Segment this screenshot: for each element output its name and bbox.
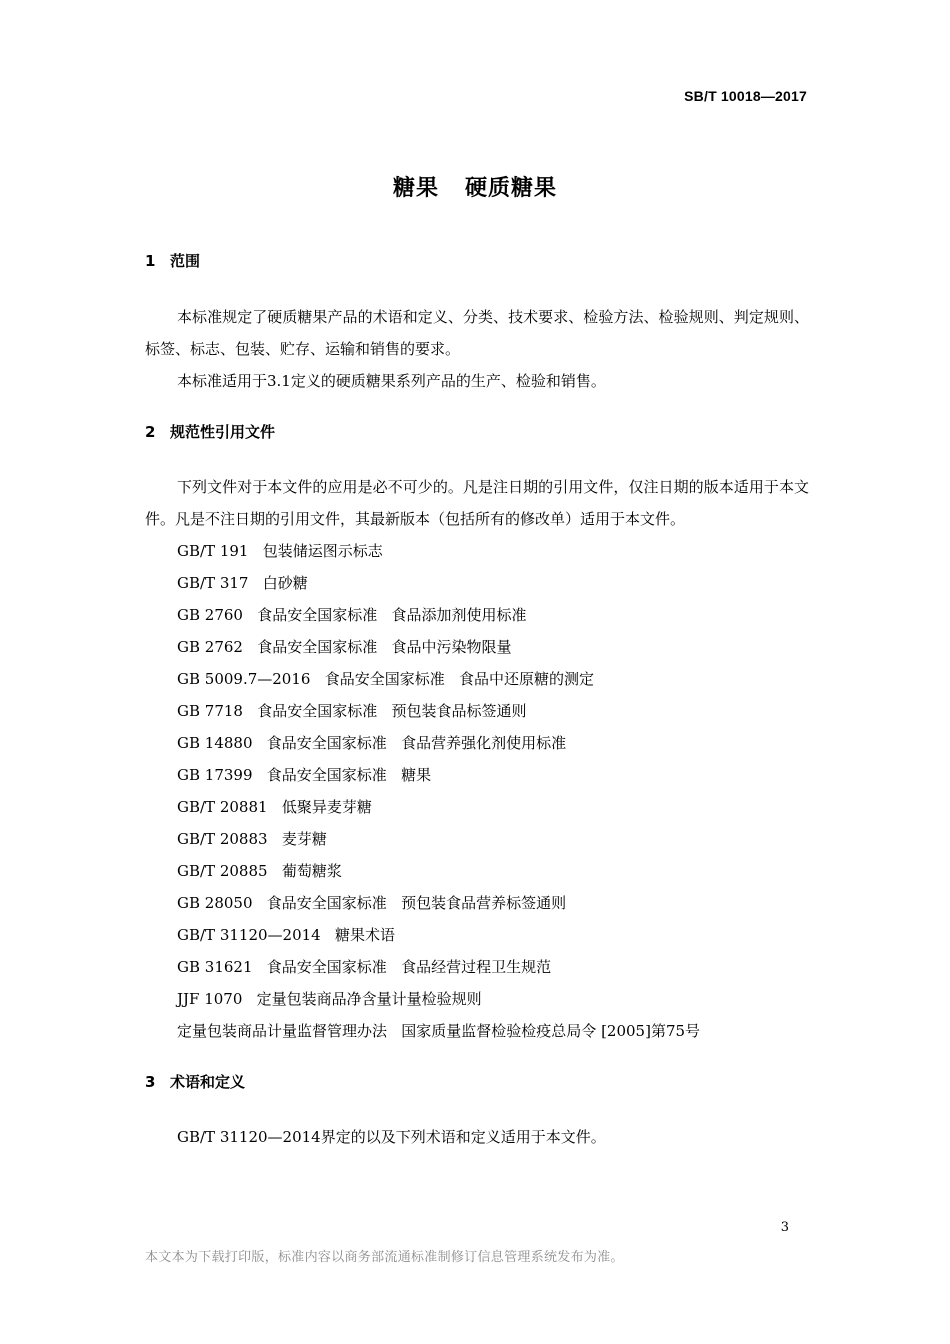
reference-item: GB 7718 食品安全国家标准 预包装食品标签通则 [177,702,527,720]
page-number: 3 [780,1220,789,1235]
section-2-heading [145,421,275,442]
section-3-number: 3 [145,1073,156,1091]
reference-item: GB/T 317 白砂糖 [177,574,308,592]
section-3-title: 术语和定义 [170,1073,246,1091]
footer-note: 本文本为下载打印版，标准内容以商务部流通标准制修订信息管理系统发布为准。 [145,1250,624,1265]
section-1-title: 范围 [170,252,201,270]
section-3-heading [145,1071,245,1092]
reference-item: GB 31621 食品安全国家标准 食品经营过程卫生规范 [177,958,552,976]
reference-list [177,535,700,1047]
references-intro: 下列文件对于本文件的应用是必不可少的。凡是注日期的引用文件，仅注日期的版本适用于本文件。凡是不注日期的引用文件，其最新版本（包括所有的修改单）适用于本文件。 [145,478,809,528]
section-1-number: 1 [145,252,156,270]
reference-item: GB/T 191 包装储运图示标志 [177,542,383,560]
section-1-heading [145,250,200,271]
section-2-number: 2 [145,423,156,441]
reference-item: GB/T 31120—2014 糖果术语 [177,926,396,944]
section-2-title: 规范性引用文件 [170,423,276,441]
reference-item: JJF 1070 定量包装商品净含量计量检验规则 [177,990,482,1008]
reference-item: GB 2760 食品安全国家标准 食品添加剂使用标准 [177,606,527,624]
reference-item: GB/T 20885 葡萄糖浆 [177,862,342,880]
reference-item: GB 2762 食品安全国家标准 食品中污染物限量 [177,638,512,656]
reference-item: GB 17399 食品安全国家标准 糖果 [177,766,432,784]
standard-code: SB/T 10018—2017 [684,88,807,104]
document-title: 糖果 硬质糖果 [393,176,557,201]
reference-item: GB/T 20883 麦芽糖 [177,830,327,848]
reference-item: GB 28050 食品安全国家标准 预包装食品营养标签通则 [177,894,567,912]
reference-item: GB/T 20881 低聚异麦芽糖 [177,798,372,816]
reference-item: GB 5009.7—2016 食品安全国家标准 食品中还原糖的测定 [177,670,595,688]
scope-paragraph-2: 本标准适用于3.1定义的硬质糖果系列产品的生产、检验和销售。 [177,372,606,390]
scope-paragraph-1: 本标准规定了硬质糖果产品的术语和定义、分类、技术要求、检验方法、检验规则、判定规则、标签、标志、包装、贮存、运输和销售的要求。 [145,308,809,358]
reference-item: 定量包装商品计量监督管理办法 国家质量监督检验检疫总局令 [2005]第75号 [177,1022,701,1040]
terms-paragraph: GB/T 31120—2014界定的以及下列术语和定义适用于本文件。 [177,1128,606,1146]
reference-item: GB 14880 食品安全国家标准 食品营养强化剂使用标准 [177,734,567,752]
